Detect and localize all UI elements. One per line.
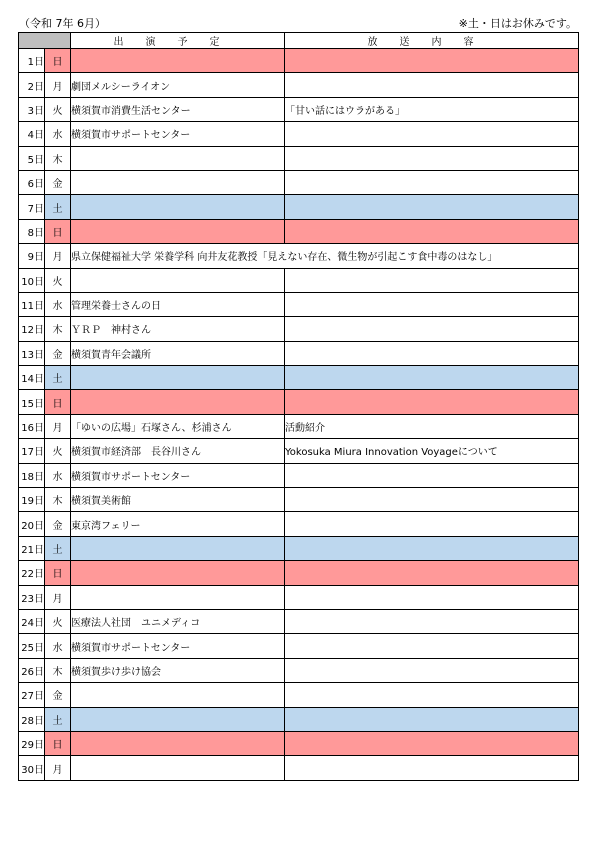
table-row: [19, 366, 579, 390]
table-row: [19, 731, 579, 755]
table-row: [19, 268, 579, 292]
content-cell: [285, 219, 579, 243]
content-cell: [285, 756, 579, 780]
day-cell: 22日: [19, 561, 45, 585]
performer-cell: 横須賀市サポートセンター: [71, 634, 285, 658]
table-row: [19, 683, 579, 707]
weekday-cell: 水: [45, 634, 71, 658]
header-performers: 出演予定: [71, 33, 285, 49]
day-cell: 2日: [19, 73, 45, 97]
table-row: [19, 122, 579, 146]
content-cell: [285, 658, 579, 682]
performer-cell: 横須賀市経済部 長谷川さん: [71, 439, 285, 463]
performer-cell: [71, 756, 285, 780]
content-cell: [285, 317, 579, 341]
day-cell: 26日: [19, 658, 45, 682]
content-cell: Yokosuka Miura Innovation Voyageについて: [285, 439, 579, 463]
weekday-cell: 水: [45, 463, 71, 487]
weekday-cell: 金: [45, 512, 71, 536]
performer-cell: [71, 683, 285, 707]
day-cell: 25日: [19, 634, 45, 658]
day-cell: 9日: [19, 244, 45, 268]
table-row: [19, 244, 579, 268]
day-cell: 18日: [19, 463, 45, 487]
weekday-cell: 火: [45, 609, 71, 633]
weekday-cell: 日: [45, 561, 71, 585]
content-cell: [285, 390, 579, 414]
table-row: [19, 658, 579, 682]
day-cell: 10日: [19, 268, 45, 292]
day-cell: 4日: [19, 122, 45, 146]
content-cell: [285, 146, 579, 170]
day-cell: 13日: [19, 341, 45, 365]
performer-cell: [71, 536, 285, 560]
weekday-cell: 月: [45, 585, 71, 609]
content-cell: [285, 683, 579, 707]
performer-cell: 県立保健福祉大学 栄養学科 向井友花教授「見えない存在、微生物が引起こす食中毒のはなし」: [71, 244, 579, 268]
day-cell: 1日: [19, 49, 45, 73]
weekday-cell: 木: [45, 658, 71, 682]
weekday-cell: 月: [45, 244, 71, 268]
table-row: [19, 292, 579, 316]
content-cell: [285, 731, 579, 755]
performer-cell: [71, 707, 285, 731]
table-row: [19, 317, 579, 341]
table-row: [19, 195, 579, 219]
weekday-cell: 金: [45, 170, 71, 194]
content-cell: [285, 707, 579, 731]
weekday-cell: 木: [45, 488, 71, 512]
table-row: [19, 561, 579, 585]
content-cell: [285, 585, 579, 609]
day-cell: 17日: [19, 439, 45, 463]
weekday-cell: 土: [45, 536, 71, 560]
table-row: [19, 73, 579, 97]
day-cell: 21日: [19, 536, 45, 560]
performer-cell: 横須賀市消費生活センター: [71, 97, 285, 121]
weekday-cell: 火: [45, 439, 71, 463]
performer-cell: [71, 268, 285, 292]
performer-cell: 横須賀歩け歩け協会: [71, 658, 285, 682]
day-cell: 23日: [19, 585, 45, 609]
day-cell: 14日: [19, 366, 45, 390]
content-cell: [285, 49, 579, 73]
performer-cell: [71, 195, 285, 219]
performer-cell: [71, 390, 285, 414]
header-content: 放送内容: [285, 33, 579, 49]
schedule-period: （令和 7年 6月）: [19, 17, 106, 30]
day-cell: 5日: [19, 146, 45, 170]
performer-cell: [71, 146, 285, 170]
day-cell: 8日: [19, 219, 45, 243]
table-row: [19, 219, 579, 243]
day-cell: 3日: [19, 97, 45, 121]
performer-cell: 横須賀青年会議所: [71, 341, 285, 365]
weekday-cell: 月: [45, 73, 71, 97]
performer-cell: 医療法人社団 ユニメディコ: [71, 609, 285, 633]
table-row: [19, 512, 579, 536]
content-cell: [285, 366, 579, 390]
weekday-cell: 火: [45, 268, 71, 292]
table-row: [19, 170, 579, 194]
performer-cell: 横須賀美術館: [71, 488, 285, 512]
day-cell: 12日: [19, 317, 45, 341]
table-row: [19, 488, 579, 512]
day-cell: 27日: [19, 683, 45, 707]
content-cell: [285, 292, 579, 316]
table-row: [19, 439, 579, 463]
weekday-cell: 土: [45, 707, 71, 731]
content-cell: [285, 609, 579, 633]
performer-cell: ＹＲＰ 神村さん: [71, 317, 285, 341]
schedule-rows: [19, 49, 579, 781]
day-cell: 6日: [19, 170, 45, 194]
performer-cell: [71, 49, 285, 73]
weekday-cell: 月: [45, 756, 71, 780]
performer-cell: 管理栄養士さんの日: [71, 292, 285, 316]
performer-cell: [71, 561, 285, 585]
content-cell: [285, 463, 579, 487]
weekday-cell: 木: [45, 317, 71, 341]
weekday-cell: 火: [45, 97, 71, 121]
day-cell: 28日: [19, 707, 45, 731]
day-cell: 19日: [19, 488, 45, 512]
weekday-cell: 土: [45, 195, 71, 219]
content-cell: [285, 341, 579, 365]
table-row: [19, 585, 579, 609]
content-cell: [285, 536, 579, 560]
day-cell: 7日: [19, 195, 45, 219]
weekday-cell: 水: [45, 292, 71, 316]
table-row: [19, 97, 579, 121]
weekday-cell: 日: [45, 49, 71, 73]
weekday-cell: 日: [45, 731, 71, 755]
weekday-cell: 水: [45, 122, 71, 146]
table-row: [19, 463, 579, 487]
day-cell: 11日: [19, 292, 45, 316]
weekday-cell: 金: [45, 683, 71, 707]
content-cell: 活動紹介: [285, 414, 579, 438]
content-cell: [285, 170, 579, 194]
table-row: [19, 146, 579, 170]
performer-cell: [71, 585, 285, 609]
table-header-row: [19, 33, 579, 49]
table-row: [19, 390, 579, 414]
table-row: [19, 707, 579, 731]
weekday-cell: 日: [45, 390, 71, 414]
table-row: [19, 634, 579, 658]
day-cell: 30日: [19, 756, 45, 780]
table-row: [19, 536, 579, 560]
weekday-cell: 月: [45, 414, 71, 438]
day-cell: 15日: [19, 390, 45, 414]
performer-cell: [71, 170, 285, 194]
content-cell: [285, 512, 579, 536]
table-row: [19, 341, 579, 365]
content-cell: [285, 73, 579, 97]
content-cell: [285, 195, 579, 219]
weekday-cell: 金: [45, 341, 71, 365]
day-cell: 16日: [19, 414, 45, 438]
content-cell: [285, 561, 579, 585]
table-row: [19, 609, 579, 633]
performer-cell: [71, 219, 285, 243]
performer-cell: 横須賀市サポートセンター: [71, 122, 285, 146]
day-cell: 24日: [19, 609, 45, 633]
table-row: [19, 49, 579, 73]
content-cell: [285, 488, 579, 512]
table-row: [19, 414, 579, 438]
weekday-cell: 日: [45, 219, 71, 243]
performer-cell: 劇団メルシーライオン: [71, 73, 285, 97]
performer-cell: 東京湾フェリー: [71, 512, 285, 536]
broadcast-schedule-table: [18, 32, 579, 781]
weekday-cell: 土: [45, 366, 71, 390]
day-cell: 29日: [19, 731, 45, 755]
performer-cell: 「ゆいの広場」石塚さん、杉浦さん: [71, 414, 285, 438]
content-cell: [285, 268, 579, 292]
table-row: [19, 756, 579, 780]
holiday-note: ※土・日はお休みです。: [458, 17, 577, 30]
day-cell: 20日: [19, 512, 45, 536]
weekday-cell: 木: [45, 146, 71, 170]
performer-cell: 横須賀市サポートセンター: [71, 463, 285, 487]
content-cell: [285, 122, 579, 146]
content-cell: 「甘い話にはウラがある」: [285, 97, 579, 121]
content-cell: [285, 634, 579, 658]
header-blank-cell: [19, 33, 71, 49]
performer-cell: [71, 366, 285, 390]
performer-cell: [71, 731, 285, 755]
